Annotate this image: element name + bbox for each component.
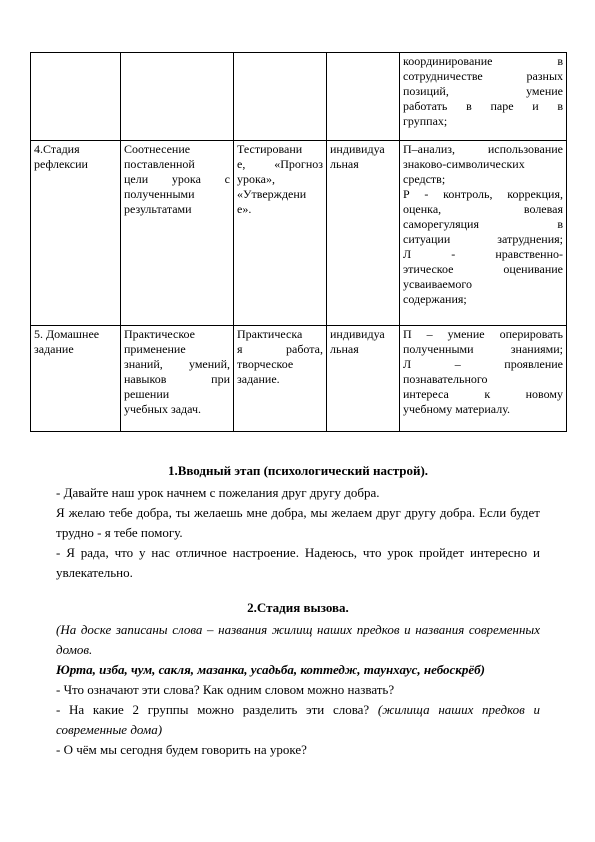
uud-line: П–анализ, использование [403, 142, 563, 156]
uud-line: группах; [403, 114, 448, 128]
form-line: индивидуа [330, 327, 385, 341]
methods-line: творческое [237, 357, 294, 371]
methods-cell [234, 53, 327, 141]
uud-line: Л – проявление [403, 357, 563, 371]
uud-line: знаково-символических [403, 157, 525, 171]
stage-line: рефлексии [34, 157, 88, 171]
uud-line: содержания; [403, 292, 467, 306]
stage-line: 5. Домашнее [34, 327, 100, 341]
methods-cell [234, 141, 327, 326]
activity-line: навыков при [124, 372, 230, 386]
methods-line: задание. [237, 372, 280, 386]
question-text: - На какие 2 группы можно разделить эти слова? [56, 702, 378, 717]
stage-line: задание [34, 342, 74, 356]
table-body [31, 53, 567, 432]
uud-line: П – умение оперировать [403, 327, 563, 341]
uud-line: усваиваемого [403, 277, 472, 291]
uud-line: Л - нравственно- [403, 247, 563, 261]
uud-line: средств; [403, 172, 446, 186]
uud-line: познавательного [403, 372, 488, 386]
activity-line: полученными [124, 187, 195, 201]
uud-line: Р - контроль, коррекция, [403, 187, 563, 201]
section-challenge [56, 598, 540, 760]
uud-line: позиций, умение [403, 84, 563, 98]
uud-line: координирование в [403, 54, 563, 68]
activity-line: знаний, умений, [124, 357, 230, 371]
paragraph: - Давайте наш урок начнем с пожелания друг другу добра. [56, 485, 380, 500]
board-note: (На доске записаны слова – названия жилищ наших предков и названия современных домов. [56, 622, 540, 657]
activity-line: результатами [124, 202, 192, 216]
section-heading: 1.Вводный этап (психологический настрой). [167, 463, 429, 478]
form-line: индивидуа [330, 142, 385, 156]
methods-cell [234, 326, 327, 432]
activity-line: Практическое [124, 327, 196, 341]
uud-line: полученными знаниями; [403, 342, 563, 356]
word-list: Юрта, изба, чум, сакля, мазанка, усадьба, коттедж, таунхаус, небоскрёб) [56, 662, 485, 677]
methods-line: е, «Прогноз [237, 157, 323, 171]
question: - О чём мы сегодня будем говорить на уроке? [56, 742, 307, 757]
stage-cell [31, 53, 121, 141]
table-row [31, 326, 567, 432]
activity-cell [121, 53, 234, 141]
uud-cell [400, 141, 567, 326]
table-row [31, 53, 567, 141]
methods-line: Тестировани [237, 142, 303, 156]
section-intro [56, 461, 540, 583]
uud-cell [400, 326, 567, 432]
stage-cell [31, 141, 121, 326]
methods-line: Практическа [237, 327, 303, 341]
methods-line: урока», [237, 172, 275, 186]
question-answer: (жилища наших предков и современные дома) [56, 702, 540, 737]
uud-cell [400, 53, 567, 141]
form-cell [327, 53, 400, 141]
paragraph: - Я рада, что у нас отличное настроение. Надеюсь, что урок пройдет интересно и увлекательно. [56, 545, 540, 580]
lesson-plan-table [30, 52, 567, 432]
uud-line: интереса к новому [403, 387, 563, 401]
paragraph: Я желаю тебе добра, ты желаешь мне добра, мы желаем друг другу добра. Если будет трудно - я тебе помогу. [56, 505, 540, 540]
activity-line: поставленной [124, 157, 195, 171]
activity-line: Соотнесение [124, 142, 191, 156]
section-heading: 2.Стадия вызова. [247, 600, 349, 615]
uud-line: оценка, волевая [403, 202, 563, 216]
activity-line: решении [124, 387, 170, 401]
form-line: льная [330, 342, 359, 356]
activity-cell [121, 326, 234, 432]
form-cell [327, 141, 400, 326]
uud-line: учебному материалу. [403, 402, 510, 416]
methods-line: «Утверждени [237, 187, 307, 201]
uud-line: саморегуляция в [403, 217, 563, 231]
question: - Что означают эти слова? Как одним словом можно назвать? [56, 682, 395, 697]
uud-line: сотрудничестве разных [403, 69, 563, 83]
uud-line: этическое оценивание [403, 262, 563, 276]
form-cell [327, 326, 400, 432]
stage-line: 4.Стадия [34, 142, 80, 156]
methods-line: я работа, [237, 342, 323, 356]
activity-line: учебных задач. [124, 402, 202, 416]
uud-line: ситуации затруднения; [403, 232, 563, 246]
methods-line: е». [237, 202, 252, 216]
question [56, 700, 540, 740]
activity-line: применение [124, 342, 186, 356]
activity-cell [121, 141, 234, 326]
form-line: льная [330, 157, 359, 171]
activity-line: цели урока с [124, 172, 230, 186]
stage-cell [31, 326, 121, 432]
table-row [31, 141, 567, 326]
uud-line: работать в паре и в [403, 99, 563, 113]
